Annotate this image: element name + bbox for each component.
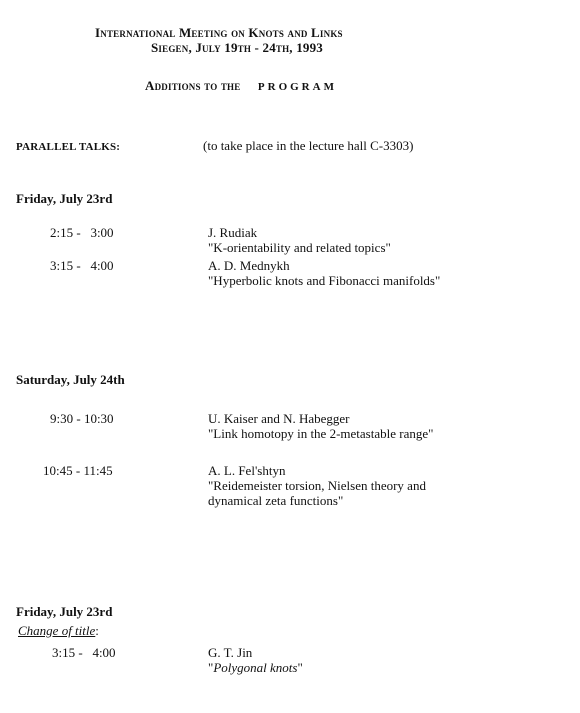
talk-entry	[208, 225, 391, 255]
talk-entry	[208, 463, 426, 508]
talk-speaker: G. T. Jin	[208, 645, 253, 660]
additions-word: PROGRAM	[257, 81, 337, 93]
talk-speaker: J. Rudiak	[208, 225, 258, 240]
talk-title-italic: Polygonal knots	[213, 660, 298, 675]
talk-speaker: A. L. Fel'shtyn	[208, 463, 286, 478]
talk-time: 10:45 - 11:45	[43, 463, 113, 478]
change-day-friday: Friday, July 23rd	[16, 604, 113, 619]
section-day-saturday: Saturday, July 24th	[16, 372, 125, 387]
talk-title	[208, 660, 303, 675]
parallel-talks-note: (to take place in the lecture hall C-3303)	[203, 138, 414, 153]
talk-time: 3:15 - 4:00	[50, 258, 114, 273]
meeting-title: International Meeting on Knots and Links	[95, 25, 343, 40]
change-of-title-text: Change of title	[18, 623, 96, 638]
change-of-title-label	[18, 623, 99, 639]
additions-heading	[145, 78, 337, 94]
meeting-location-dates: Siegen, July 19th - 24th, 1993	[151, 40, 323, 55]
change-of-title-colon: :	[95, 623, 99, 638]
talk-time: 2:15 - 3:00	[50, 225, 114, 240]
talk-title-line-2: dynamical zeta functions"	[208, 493, 344, 508]
talk-title: "Hyperbolic knots and Fibonacci manifolds"	[208, 273, 441, 288]
talk-entry	[208, 645, 303, 675]
talk-title: "K-orientability and related topics"	[208, 240, 391, 255]
talk-speaker: A. D. Mednykh	[208, 258, 290, 273]
parallel-talks-label: PARALLEL TALKS:	[16, 141, 121, 153]
talk-entry	[208, 411, 433, 441]
talk-entry	[208, 258, 440, 288]
talk-title: "Link homotopy in the 2-metastable range"	[208, 426, 434, 441]
additions-prefix: Additions to the	[145, 78, 241, 93]
talk-time: 3:15 - 4:00	[52, 645, 116, 660]
talk-title-line-1: "Reidemeister torsion, Nielsen theory and	[208, 478, 426, 493]
quote-open: "	[208, 660, 214, 675]
section-day-friday: Friday, July 23rd	[16, 191, 113, 206]
talk-speaker: U. Kaiser and N. Habegger	[208, 411, 350, 426]
quote-close: "	[297, 660, 303, 675]
talk-time: 9:30 - 10:30	[50, 411, 114, 426]
